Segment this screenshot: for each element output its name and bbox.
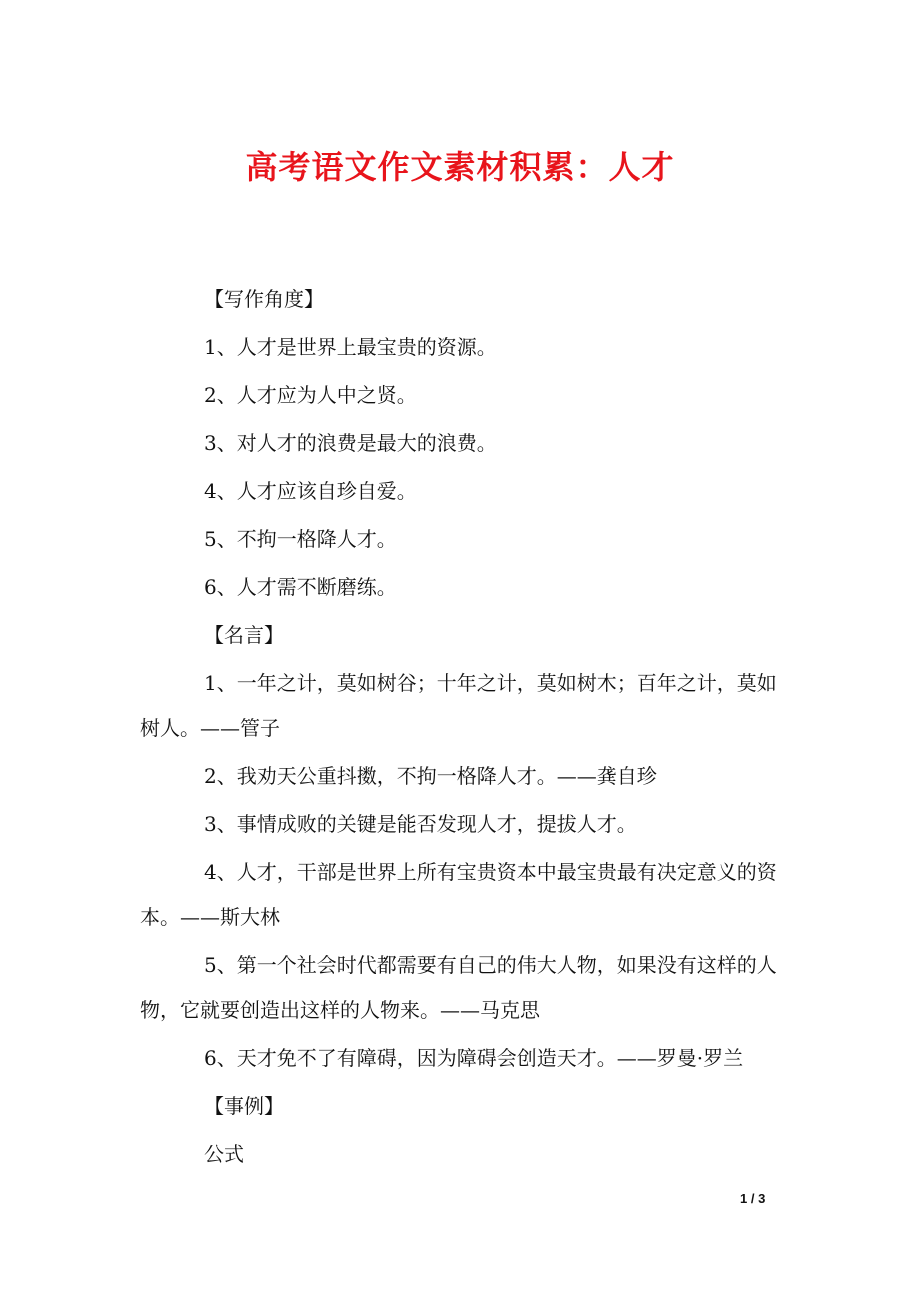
quote-item: 1、一年之计，莫如树谷；十年之计，莫如树木；百年之计，莫如树人。——管子 bbox=[140, 671, 777, 740]
quote-item: 2、我劝天公重抖擞，不拘一格降人才。——龚自珍 bbox=[204, 764, 657, 788]
angle-item: 1、人才是世界上最宝贵的资源。 bbox=[204, 335, 497, 359]
document-body bbox=[140, 275, 780, 1178]
quote-item: 4、人才，干部是世界上所有宝贵资本中最宝贵最有决定意义的资本。——斯大林 bbox=[140, 860, 777, 929]
angle-item: 4、人才应该自珍自爱。 bbox=[204, 479, 417, 503]
quote-item: 3、事情成败的关键是能否发现人才，提拔人才。 bbox=[204, 812, 637, 836]
angle-item: 5、不拘一格降人才。 bbox=[204, 527, 397, 551]
page-number: 1 / 3 bbox=[740, 1191, 766, 1206]
quote-item: 6、天才免不了有障碍，因为障碍会创造天才。——罗曼·罗兰 bbox=[204, 1046, 744, 1070]
section-heading-examples: 【事例】 bbox=[204, 1094, 284, 1118]
angle-item: 6、人才需不断磨练。 bbox=[204, 575, 397, 599]
document-title: 高考语文作文素材积累：人才 bbox=[245, 148, 675, 186]
section-heading-writing-angles: 【写作角度】 bbox=[204, 287, 324, 311]
angle-item: 3、对人才的浪费是最大的浪费。 bbox=[204, 431, 497, 455]
quote-item: 5、第一个社会时代都需要有自己的伟大人物，如果没有这样的人物，它就要创造出这样的人物来。——马克思 bbox=[140, 953, 777, 1022]
example-item: 公式 bbox=[204, 1142, 244, 1166]
angle-item: 2、人才应为人中之贤。 bbox=[204, 383, 417, 407]
section-heading-quotes: 【名言】 bbox=[204, 623, 284, 647]
